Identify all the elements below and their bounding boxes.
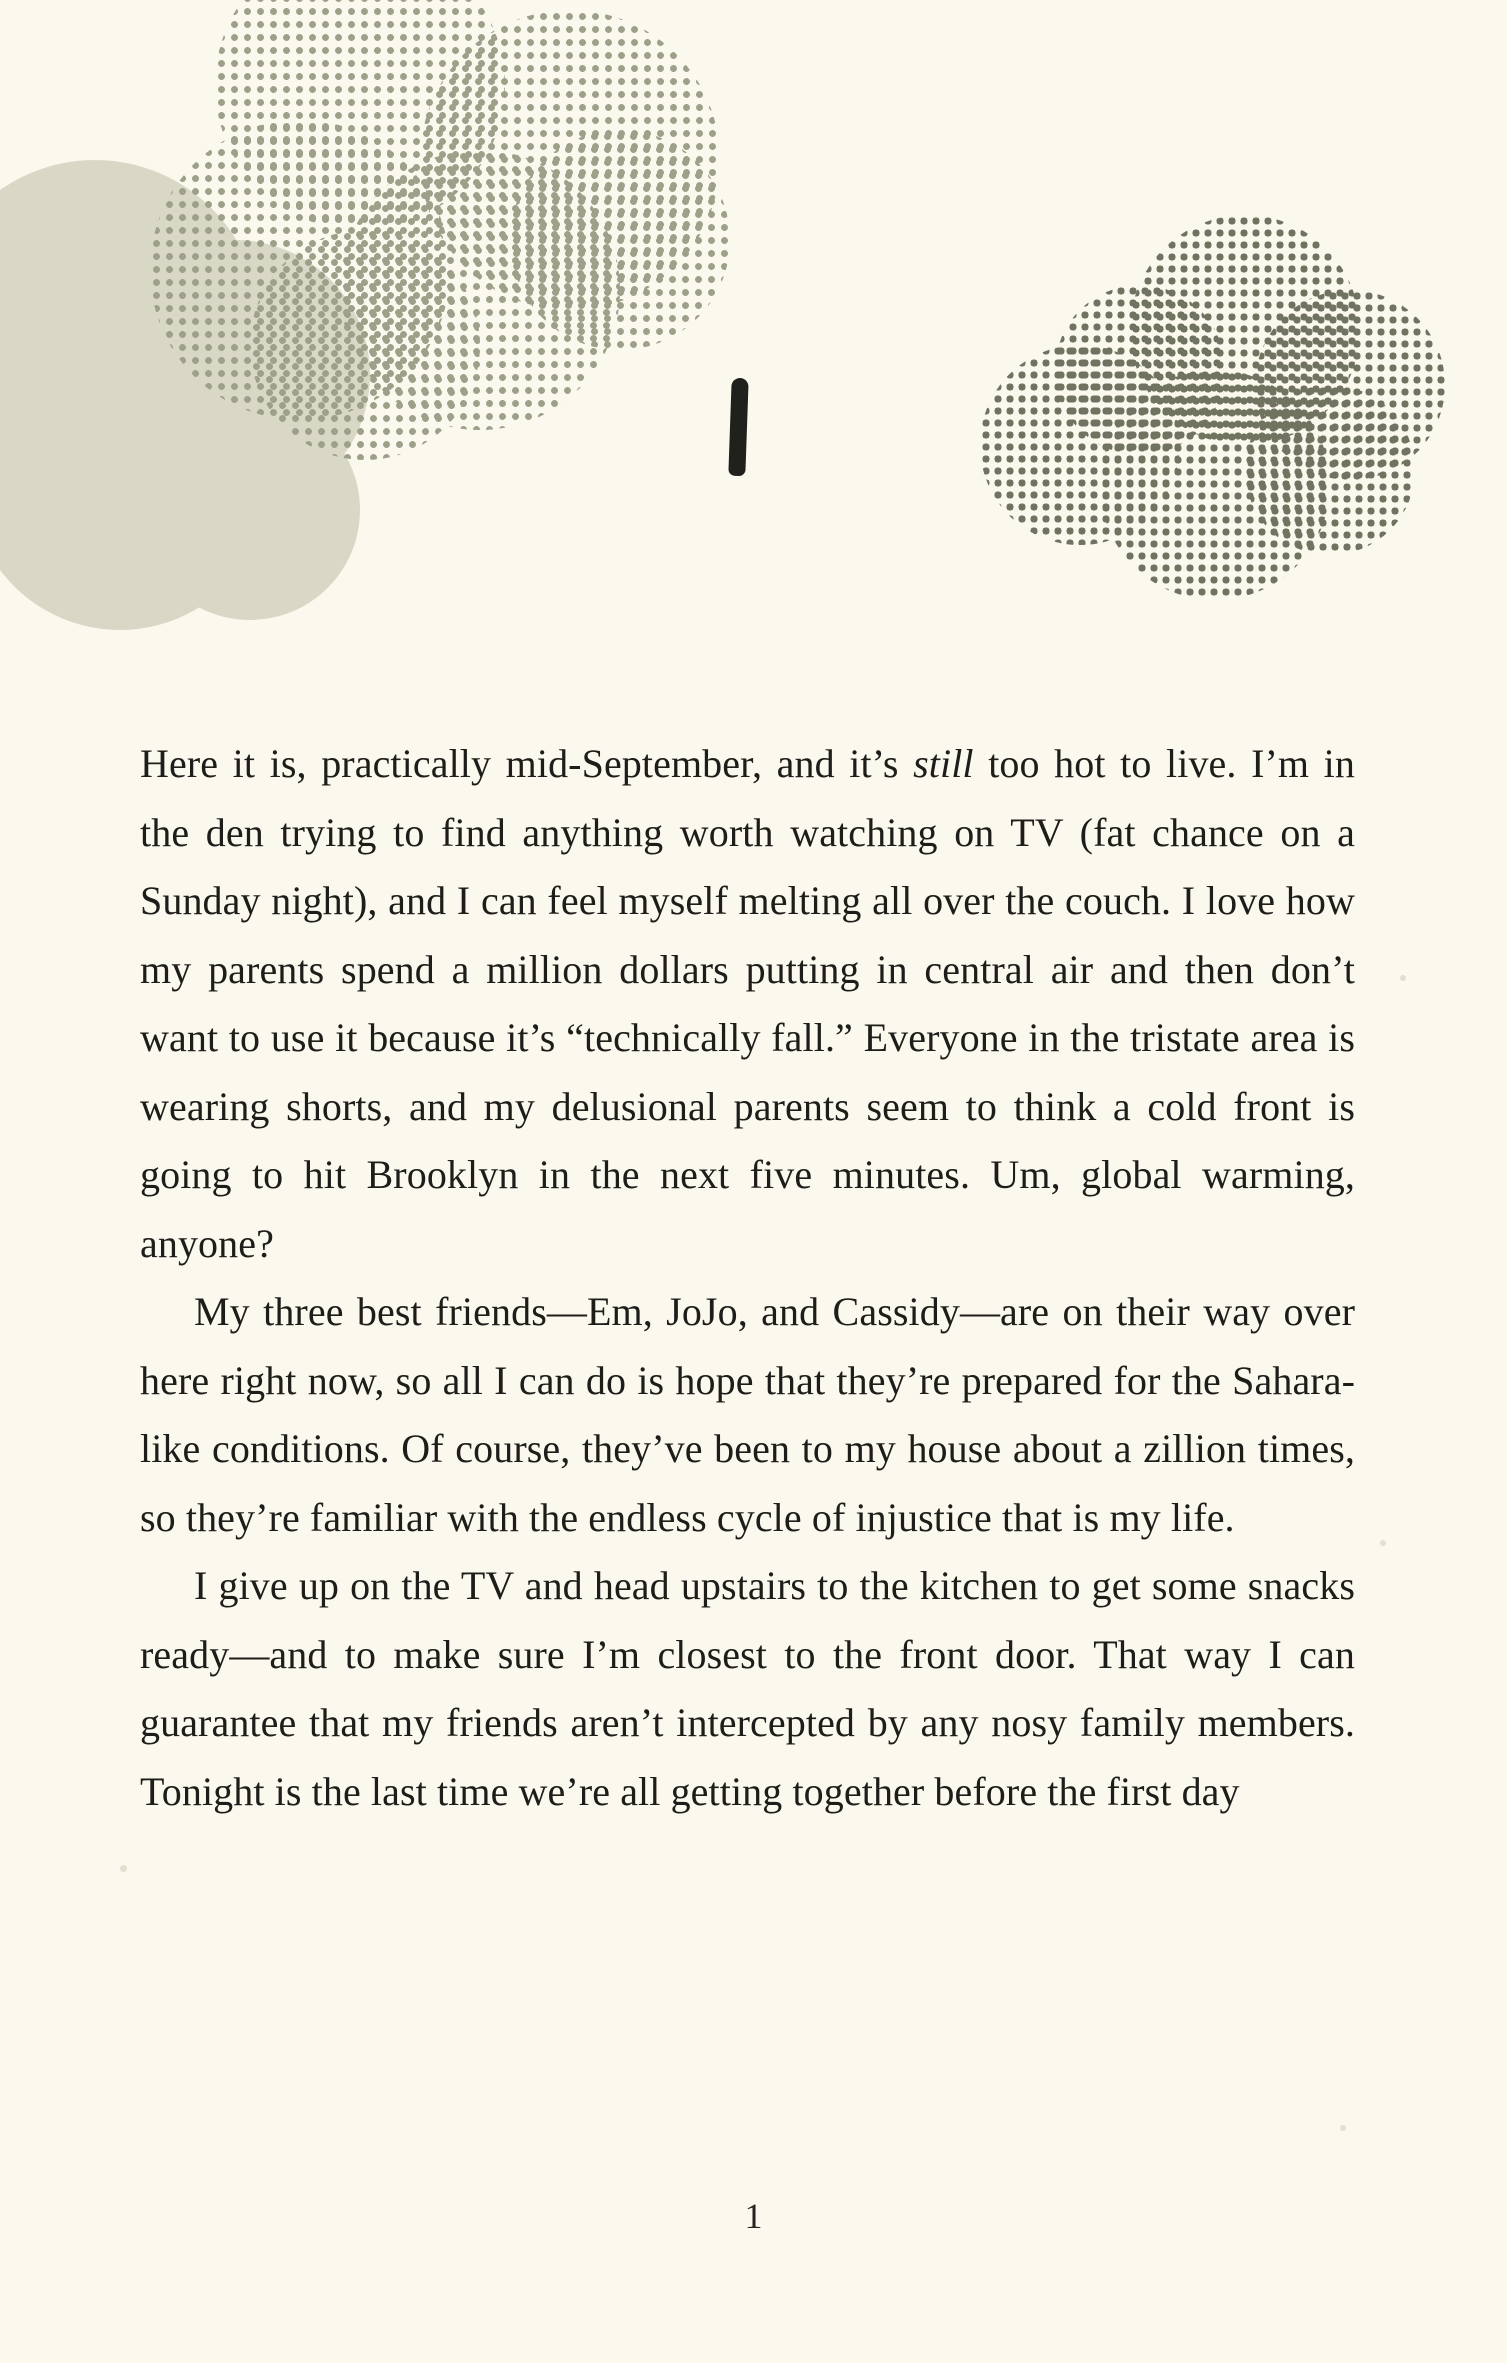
text-run: I give up on the TV and head upstairs to the kitchen to get some snacks ready—and to make sure I’m closest to the front door. That way I can guarantee that my friends aren’t intercepted by any nosy family members. Tonight is the last time we’re all getting together before the first day [140, 1563, 1355, 1814]
text-run: too hot to live. I’m in the den trying to find anything worth watching on TV (fat chance on a Sunday night), and I can feel myself melting all over the couch. I love how my parents spend a million dollars putting in central air and then don’t want to use it because it’s “technically fall.” Everyone in the tristate area is wearing shorts, and my delusional parents seem to think a cold front is going to hit Brooklyn in the next five minutes. Um, global warming, anyone? [140, 741, 1355, 1266]
page-number: 1 [744, 2196, 763, 2236]
body-text [140, 730, 1355, 1826]
text-run: Here it is, practically mid-September, and it’s [140, 741, 914, 786]
paragraph-2 [140, 1278, 1355, 1552]
text-run: My three best friends—Em, JoJo, and Cassidy—are on their way over here right now, so all I can do is hope that they’re prepared for the Sahara-like conditions. Of course, they’ve been to my house about a zillion times, so they’re familiar with the endless cycle of injustice that is my life. [140, 1289, 1355, 1540]
italic-run: still [913, 741, 974, 786]
paragraph-1 [140, 730, 1355, 1278]
paragraph-3 [140, 1552, 1355, 1826]
